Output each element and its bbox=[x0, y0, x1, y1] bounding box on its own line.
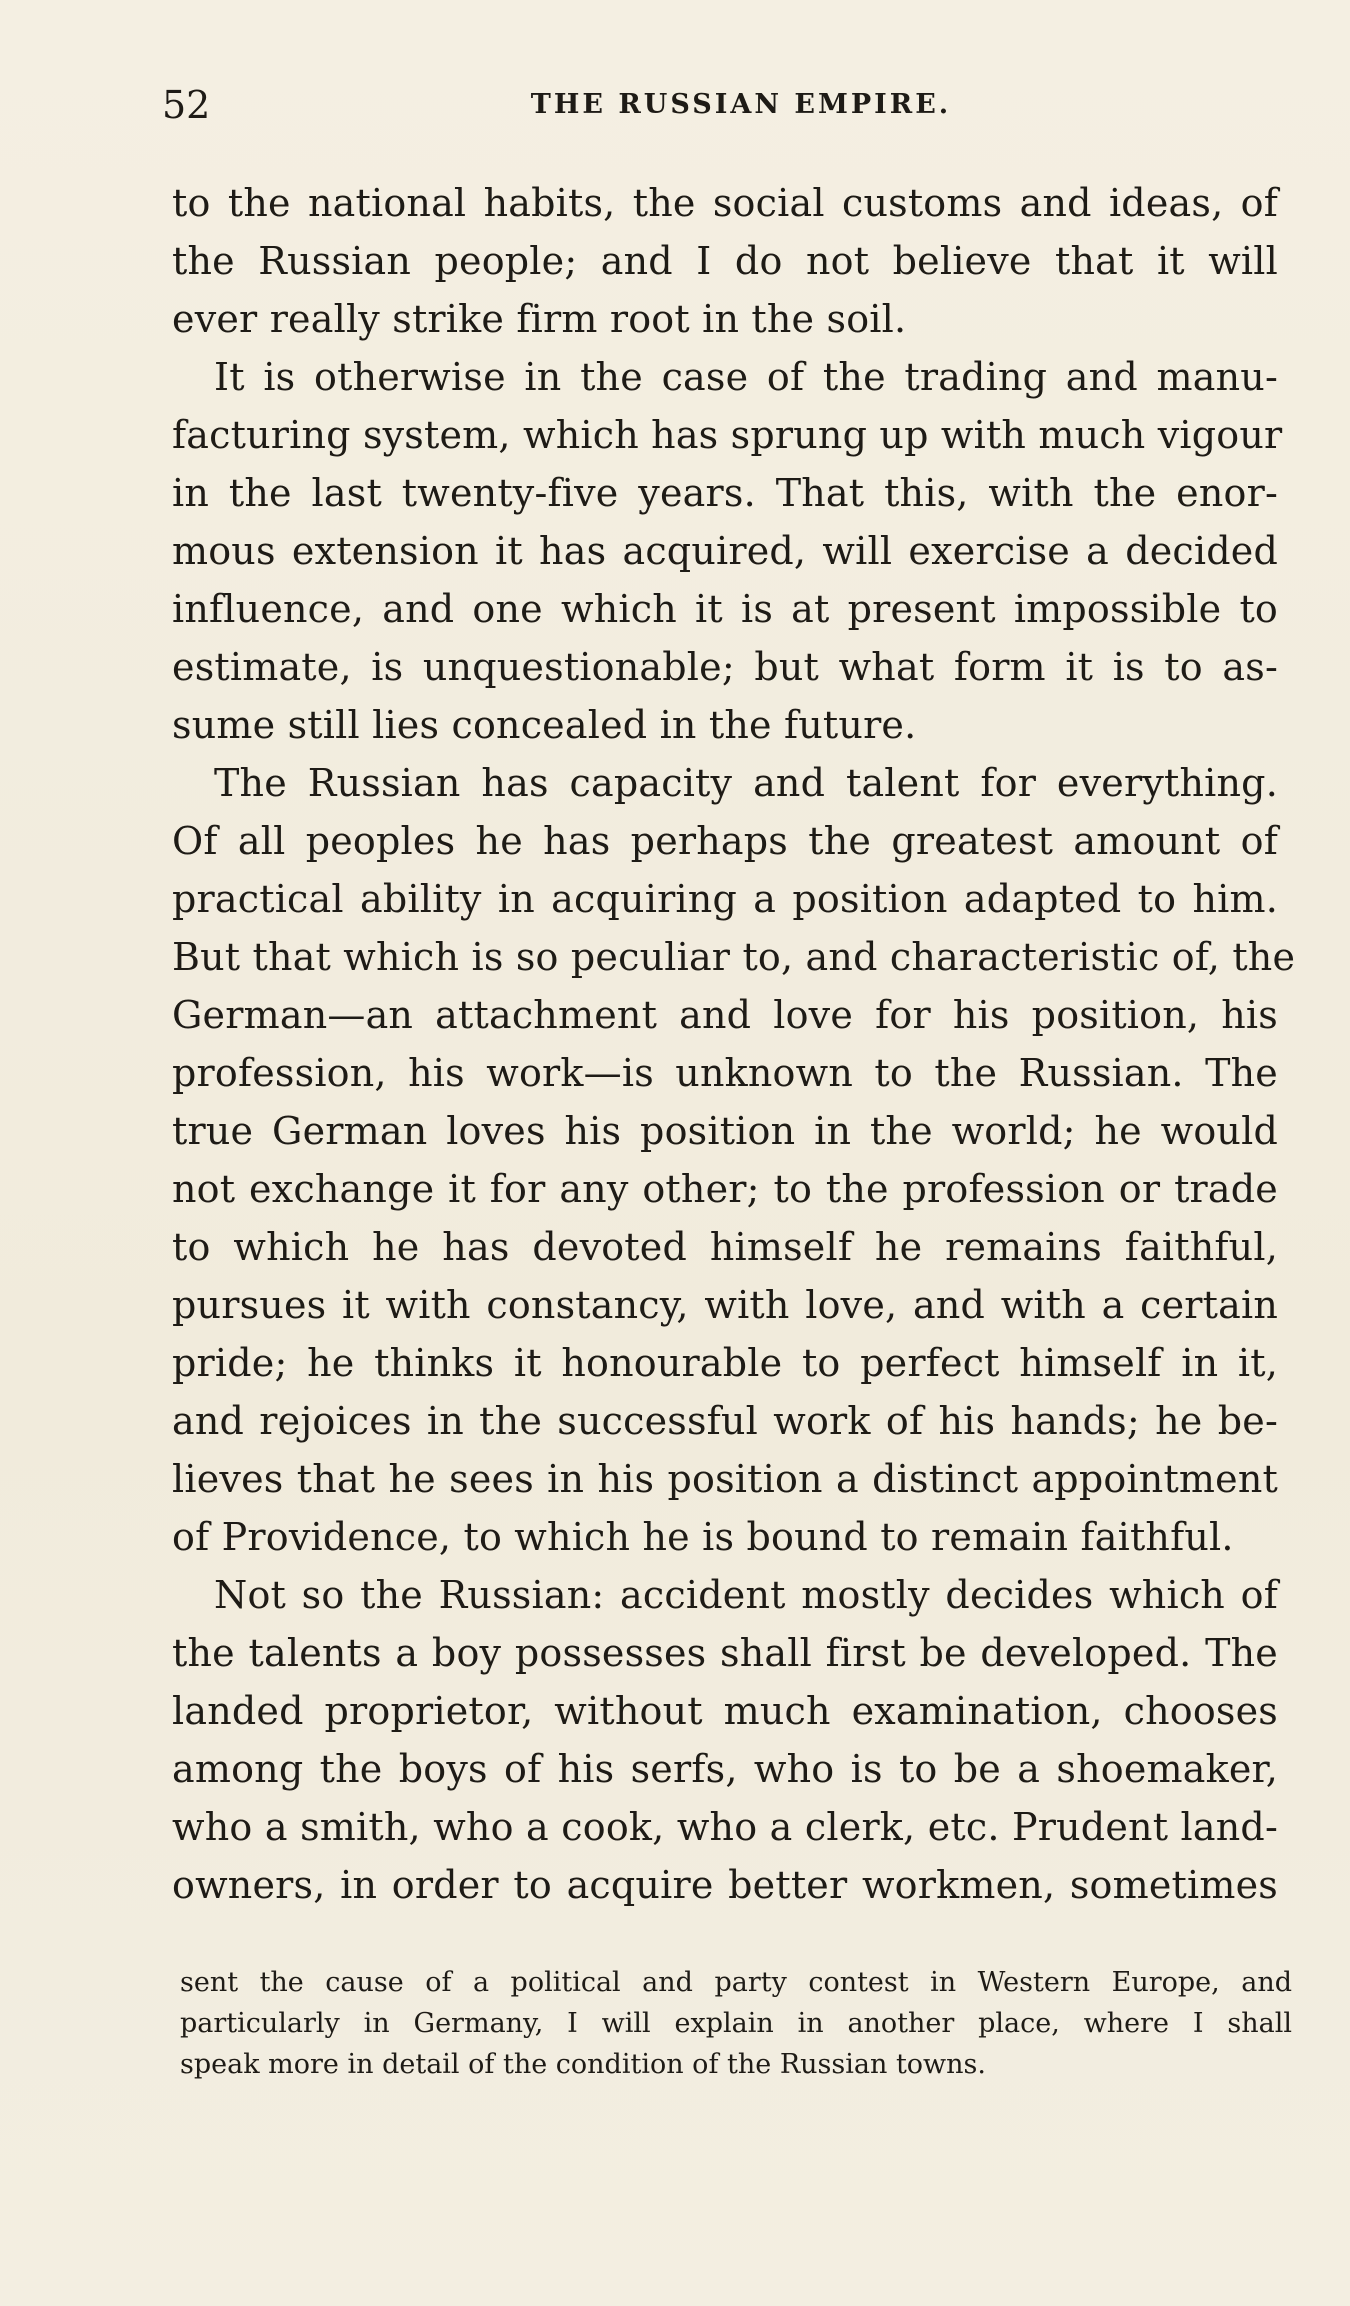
text-line: and rejoices in the successful work of his hands; he be- bbox=[172, 1399, 1278, 1443]
text-line: facturing system, which has sprung up with much vigour bbox=[172, 413, 1283, 457]
footnote bbox=[180, 1962, 1292, 2085]
text-line: German—an attachment and love for his position, his bbox=[172, 993, 1278, 1037]
text-line: true German loves his position in the world; he would bbox=[172, 1109, 1278, 1153]
text-line: But that which is so peculiar to, and characteristic of, the bbox=[172, 935, 1296, 979]
text-line: who a smith, who a cook, who a clerk, etc. Prudent land- bbox=[172, 1805, 1278, 1849]
running-head: THE RUSSIAN EMPIRE. bbox=[530, 89, 952, 120]
text-line: ever really strike firm root in the soil. bbox=[172, 297, 907, 341]
text-line: to the national habits, the social customs and ideas, of bbox=[172, 181, 1278, 225]
text-line: not exchange it for any other; to the profession or trade bbox=[172, 1167, 1278, 1211]
text-line: landed proprietor, without much examination, chooses bbox=[172, 1689, 1278, 1733]
text-line: pursues it with constancy, with love, and with a certain bbox=[172, 1283, 1278, 1327]
footnote-line: sent the cause of a political and party contest in Western Europe, and bbox=[180, 1967, 1292, 1998]
text-line: in the last twenty-five years. That this, with the enor- bbox=[172, 471, 1278, 515]
text-line: among the boys of his serfs, who is to be a shoemaker, bbox=[172, 1747, 1278, 1791]
paragraph-start-line: It is otherwise in the case of the trading and manu- bbox=[214, 355, 1278, 399]
page-number: 52 bbox=[162, 83, 211, 127]
text-line: owners, in order to acquire better workmen, sometimes bbox=[172, 1863, 1278, 1907]
text-line: influence, and one which it is at present impossible to bbox=[172, 587, 1278, 631]
text-line: pride; he thinks it honourable to perfect himself in it, bbox=[172, 1341, 1278, 1385]
paragraph-start-line: Not so the Russian: accident mostly decides which of bbox=[214, 1573, 1278, 1617]
text-line: Of all peoples he has perhaps the greatest amount of bbox=[172, 819, 1278, 863]
page-header bbox=[162, 80, 1280, 130]
paragraph-start-line: The Russian has capacity and talent for everything. bbox=[214, 761, 1278, 805]
text-line: the Russian people; and I do not believe that it will bbox=[172, 239, 1278, 283]
text-line: estimate, is unquestionable; but what form it is to as- bbox=[172, 645, 1278, 689]
footnote-line: particularly in Germany, I will explain in another place, where I shall bbox=[180, 2008, 1292, 2039]
text-line: to which he has devoted himself he remains faithful, bbox=[172, 1225, 1278, 1269]
text-line: profession, his work—is unknown to the Russian. The bbox=[172, 1051, 1278, 1095]
text-line: lieves that he sees in his position a distinct appointment bbox=[172, 1457, 1278, 1501]
text-line: sume still lies concealed in the future. bbox=[172, 703, 917, 747]
text-line: of Providence, to which he is bound to remain faithful. bbox=[172, 1515, 1234, 1559]
main-text bbox=[172, 174, 1296, 1914]
text-line: practical ability in acquiring a position adapted to him. bbox=[172, 877, 1278, 921]
footnote-line: speak more in detail of the condition of the Russian towns. bbox=[180, 2049, 986, 2080]
text-line: mous extension it has acquired, will exercise a decided bbox=[172, 529, 1278, 573]
text-line: the talents a boy possesses shall first be developed. The bbox=[172, 1631, 1278, 1675]
